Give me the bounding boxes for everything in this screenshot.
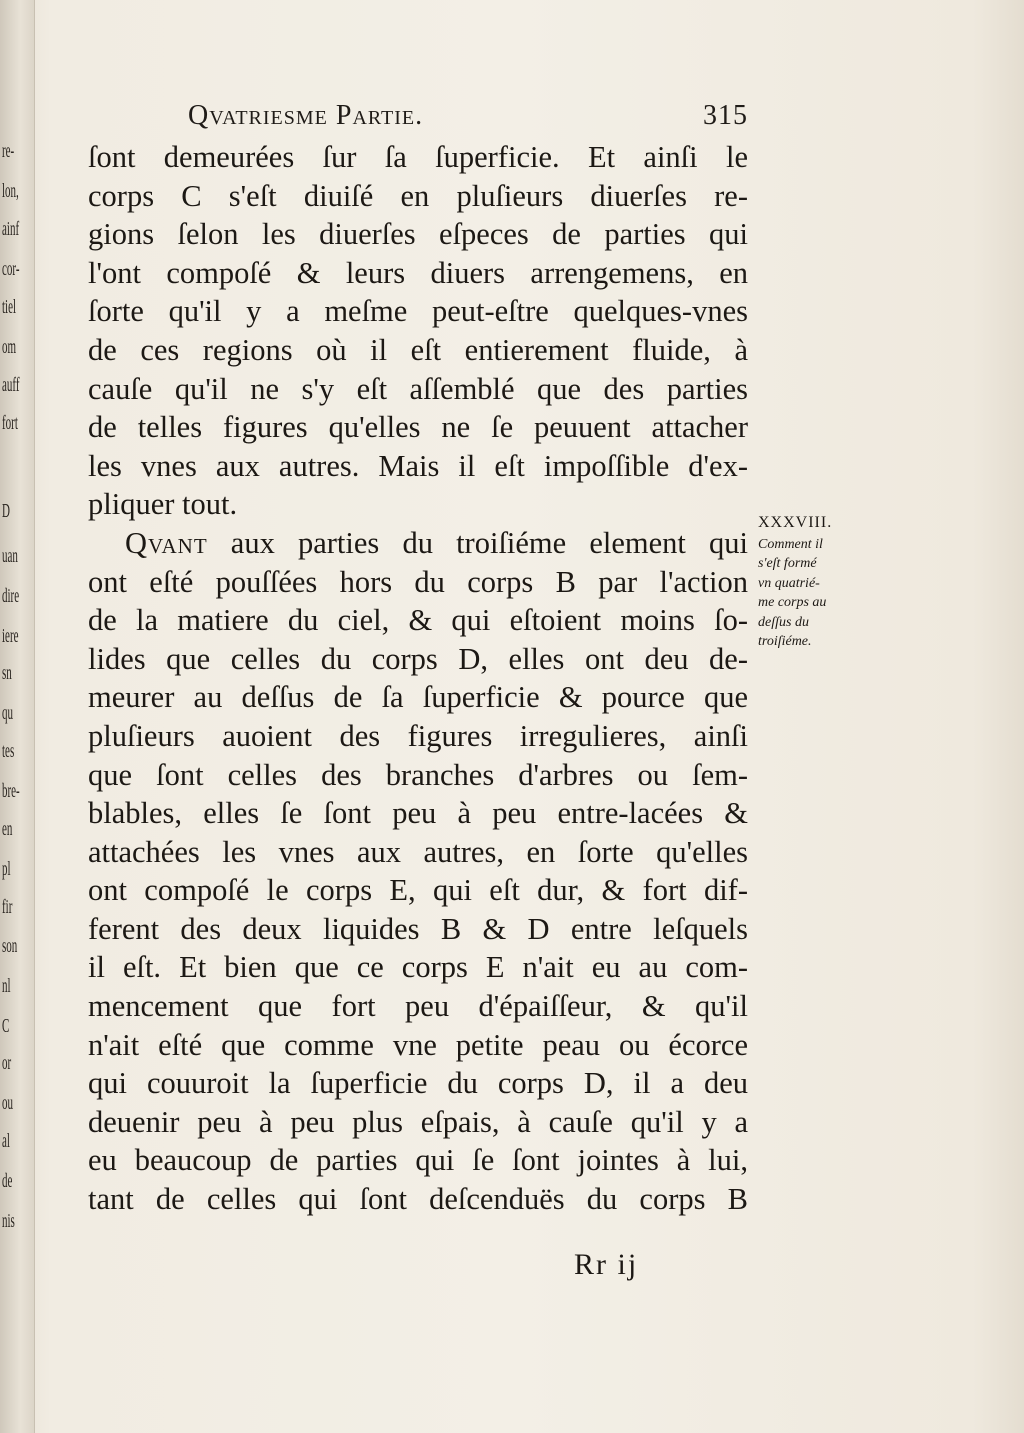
gutter-fragment: fort: [2, 412, 18, 434]
text-line: deuenir peu à peu plus eſpais, à cauſe qu'il y a: [88, 1104, 748, 1139]
gutter-fragment: uan: [2, 545, 18, 567]
gutter-fragment: C: [2, 1015, 10, 1037]
margin-note-line: me corps au: [758, 595, 827, 610]
gutter-fragment: fir: [2, 896, 13, 918]
margin-note-line: Comment il: [758, 536, 823, 552]
gutter-fragment: al: [2, 1130, 10, 1152]
text-line: il eſt. Et bien que ce corps E n'ait eu au com-: [88, 950, 748, 985]
text-line: meurer au deſſus de ſa ſuperficie & pource que: [88, 680, 748, 715]
gutter-fragment: qu: [2, 702, 13, 724]
text-line: de la matiere du ciel, & qui eſtoient moins ſo-: [88, 603, 748, 638]
text-line: ſont demeurées ſur ſa ſuperficie. Et ainſi le: [88, 140, 748, 174]
gutter-fragment: iere: [2, 625, 19, 647]
gutter-fragment: nis: [2, 1210, 15, 1232]
gutter-fragment: de: [2, 1170, 13, 1192]
gutter-fragment: tiel: [2, 296, 17, 318]
paragraph-opening: Qvant: [125, 525, 208, 560]
text-line: ont eſté pouſſées hors du corps B par l'action: [88, 564, 748, 599]
text-line: mencement que fort peu d'épaiſſeur, & qu'il: [88, 989, 748, 1024]
main-text-block: [88, 138, 748, 1219]
gutter-fragment: lon,: [2, 180, 19, 202]
text-line: eu beaucoup de parties qui ſe ſont jointes à lui,: [88, 1143, 748, 1178]
running-title: Qvatriesme Partie.: [188, 100, 424, 131]
text-line: l'ont compoſé & leurs diuers arrengemens, en: [88, 255, 748, 290]
text-line: pliquer tout.: [88, 487, 238, 522]
gutter-fragment: bre-: [2, 780, 20, 802]
gutter-fragment: tes: [2, 740, 15, 762]
gutter-fragment: om: [2, 336, 17, 358]
gutter-fragment: cor-: [2, 258, 20, 280]
gutter-fragment: D: [2, 500, 10, 522]
gutter-fragment: pl: [2, 858, 11, 880]
text-line: les vnes aux autres. Mais il eſt impoſſible d'ex-: [88, 448, 748, 483]
text-line: de ces regions où il eſt entierement fluide, à: [88, 332, 748, 367]
gutter-fragment: dire: [2, 585, 20, 607]
text-line: n'ait eſté que comme vne petite peau ou écorce: [88, 1027, 748, 1062]
margin-note: [758, 513, 868, 652]
text-line: qui couuroit la ſuperficie du corps D, il a deu: [88, 1066, 748, 1101]
gutter-fragment: ainf: [2, 218, 20, 240]
text-line: que ſont celles des branches d'arbres ou ſem-: [88, 757, 748, 792]
page-number: 315: [703, 100, 748, 131]
text-line: blables, elles ſe ſont peu à peu entre-lacées &: [88, 796, 748, 831]
gutter-fragment: auff: [2, 374, 20, 396]
gutter-fragment: sn: [2, 662, 12, 684]
text-line: de telles figures qu'elles ne ſe peuuent attacher: [88, 410, 748, 445]
text-line: attachées les vnes aux autres, en ſorte qu'elles: [88, 834, 748, 869]
text-line: corps C s'eſt diuiſé en pluſieurs diuerſes re-: [88, 178, 748, 213]
text-line: ont compoſé le corps E, qui eſt dur, & fort dif-: [88, 873, 748, 908]
margin-note-number: XXXVIII.: [758, 514, 833, 531]
text-line: gions ſelon les diuerſes eſpeces de parties qui: [88, 217, 748, 252]
signature-mark: Rr ij: [574, 1248, 639, 1281]
gutter-fragment: re-: [2, 140, 15, 162]
gutter-fragment: or: [2, 1052, 12, 1074]
text-line: ſorte qu'il y a meſme peut-eſtre quelques-vnes: [88, 294, 748, 329]
facing-page-edge: [0, 0, 35, 1433]
text-line: ferent des deux liquides B & D entre leſquels: [88, 911, 748, 946]
paragraph-first-line: Qvant aux parties du troiſiéme element qui: [125, 525, 748, 560]
text-line: lides que celles du corps D, elles ont deu de-: [88, 641, 748, 676]
margin-note-line: troiſiéme.: [758, 634, 812, 649]
gutter-fragment: son: [2, 935, 18, 957]
margin-note-line: s'eſt formé: [758, 556, 817, 571]
margin-note-line: deſſus du: [758, 614, 809, 630]
text-line: tant de celles qui ſont deſcenduës du corps B: [88, 1182, 748, 1217]
text-line: pluſieurs auoient des figures irregulieres, ainſi: [88, 718, 748, 753]
running-header: [188, 100, 748, 140]
gutter-fragment: nl: [2, 975, 11, 997]
gutter-fragment: ou: [2, 1092, 13, 1114]
text-line: cauſe qu'il ne s'y eſt aſſemblé que des parties: [88, 371, 748, 406]
margin-note-line: vn quatrié-: [758, 575, 820, 591]
gutter-fragment: en: [2, 818, 13, 840]
